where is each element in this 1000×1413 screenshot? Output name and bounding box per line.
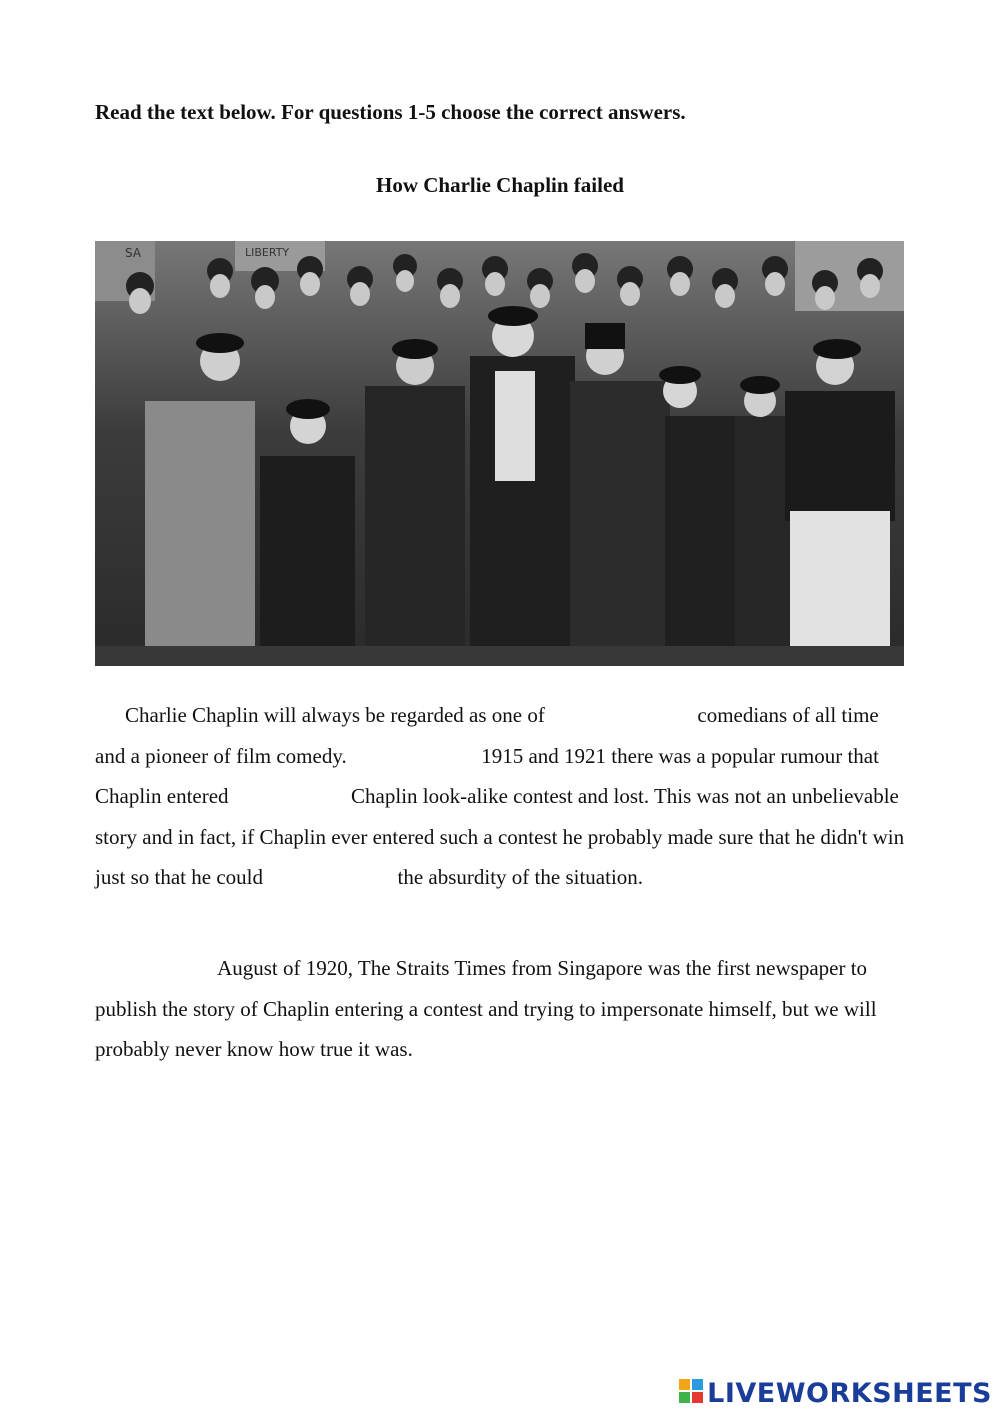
liveworksheets-logo-icon (679, 1379, 703, 1408)
paragraph-1-text-1: Charlie Chaplin will always be regarded as one of (125, 703, 545, 727)
brand-name: LIVEWORKSHEETS (707, 1377, 992, 1409)
photo-sign-liberty: LIBERTY (245, 246, 290, 259)
paragraph-1 (95, 695, 905, 898)
chaplin-lookalikes-photo (95, 241, 904, 666)
paragraph-2 (95, 948, 905, 1070)
paragraph-1-text-5: the absurdity of the situation. (397, 865, 644, 889)
article-title: How Charlie Chaplin failed (376, 173, 624, 197)
answer-gap-4[interactable] (268, 863, 392, 884)
answer-gap-3[interactable] (234, 782, 346, 803)
answer-gap-2[interactable] (352, 742, 476, 763)
answer-gap-1[interactable] (550, 701, 692, 722)
paragraph-2-text-1: August of 1920, The Straits Times from Singapore was the first newspaper to publish the story of Chaplin entering a contest and trying to impersonate himself, but we will probably never know how true it was. (95, 956, 877, 1061)
liveworksheets-logo (679, 1373, 992, 1413)
paragraph-1-text-3: 1915 and 1921 there was a popular rumour that Chaplin entered (95, 743, 879, 808)
paragraph-1-text-2: comedians of all time and a pioneer of film comedy. (95, 703, 879, 768)
instruction-text: Read the text below. For questions 1-5 choose the correct answers. (95, 100, 686, 124)
paragraph-1-text-4: Chaplin look-alike contest and lost. This was not an unbelievable story and in fact, if Chaplin ever entered such a contest he probably made sure that he didn't win just so that he could (95, 784, 905, 889)
photo-sign-sa: SA (125, 246, 142, 260)
answer-gap-5[interactable] (95, 954, 213, 975)
